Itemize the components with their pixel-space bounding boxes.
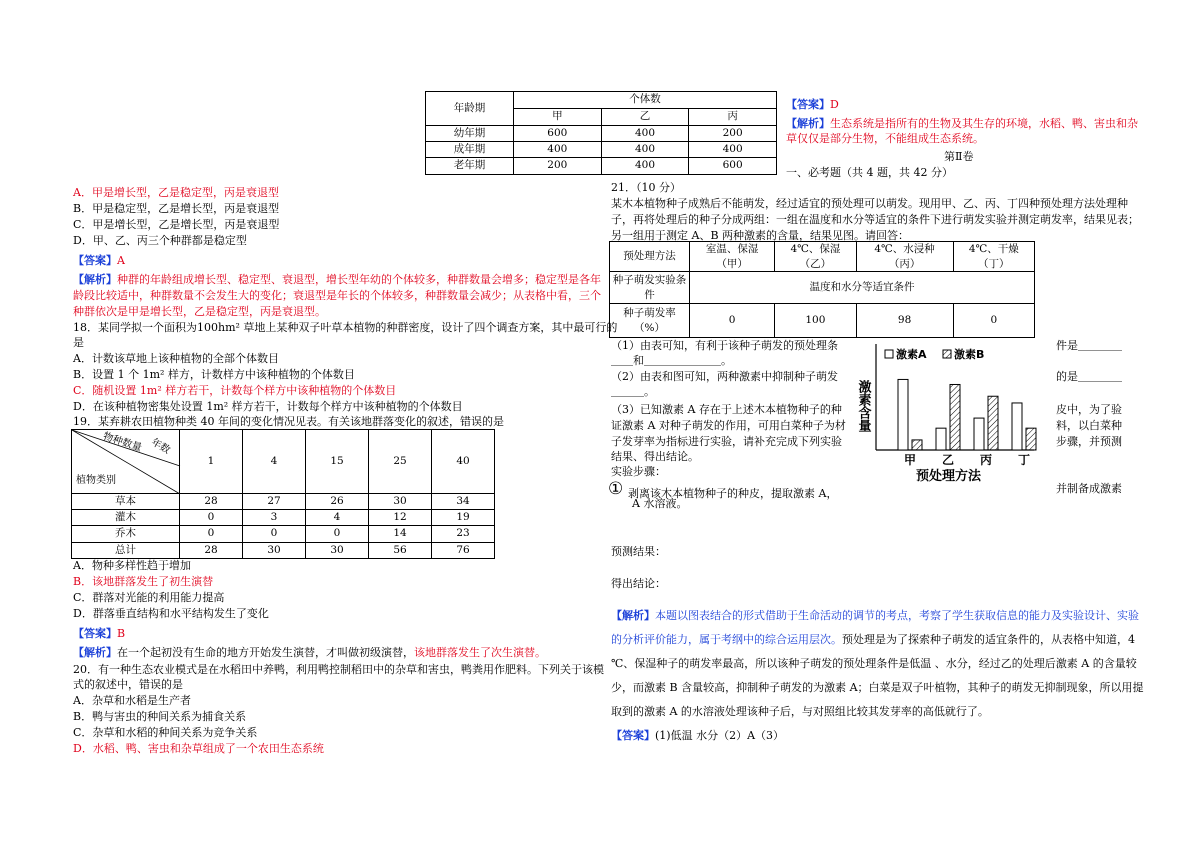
q17-row-label: 成年期 bbox=[426, 142, 514, 158]
q18-stem: 18．某同学拟一个面积为100hm² 草地上某种双子叶草本植物的种群密度，设计了四个调查方案，其中最可行的 bbox=[73, 321, 618, 334]
x-tick-label: 乙 bbox=[942, 453, 955, 467]
q21-rate: 0 bbox=[690, 304, 775, 338]
hormone-bar-chart bbox=[855, 338, 1038, 486]
q19-option-c: C．群落对光能的利用能力提高 bbox=[73, 591, 225, 604]
q21-intro: 另一组用于测定 A、B 两种激素的含量，结果见图。请回答： bbox=[611, 229, 910, 242]
q19-row-label: 总计 bbox=[72, 542, 180, 558]
q21-sub3: （3）已知激素 A 存在于上述木本植物种子的种 bbox=[611, 403, 842, 416]
q20-answer: 【答案】D bbox=[786, 98, 839, 111]
q17-age-table bbox=[425, 91, 777, 175]
q19-cell: 0 bbox=[180, 526, 243, 542]
q19-answer: 【答案】B bbox=[73, 627, 126, 640]
q17-header-age: 年龄期 bbox=[426, 92, 514, 126]
q21-sub3-right: 步骤，并预测 bbox=[1056, 435, 1122, 448]
q21-sub3: 证激素 A 对种子萌发的作用，可用白菜种子为材 bbox=[611, 419, 846, 432]
q19-cell: 76 bbox=[432, 542, 495, 558]
q18-option-c: C．随机设置 1m² 样方若干，计数每个样方中该种植物的个体数目 bbox=[73, 384, 397, 397]
q21-method: 4℃、水浸种 （丙） bbox=[856, 242, 953, 272]
chart-xlabel: 预处理方法 bbox=[916, 469, 982, 484]
q21-rate: 0 bbox=[953, 304, 1034, 338]
q19-cell: 12 bbox=[369, 510, 432, 526]
diag-label-top: 物种数量 bbox=[101, 431, 143, 454]
q21-sub3: 结果、得出结论。 bbox=[611, 450, 699, 463]
q19-option-a: A．物种多样性趋于增加 bbox=[73, 559, 191, 572]
q21-sub1-blank: ＿＿和＿＿＿＿＿＿＿。 bbox=[611, 354, 732, 367]
diag-label-corner: 年数 bbox=[148, 436, 172, 457]
q21-sub2-blank: ＿＿＿。 bbox=[611, 385, 655, 398]
bar-b-0 bbox=[912, 440, 922, 450]
q20-option-a: A．杂草和水稻是生产者 bbox=[73, 694, 191, 707]
legend-label-b: 激素B bbox=[954, 348, 985, 361]
q20-stem: 式的叙述中，错误的是 bbox=[73, 678, 183, 691]
part2-title: 第Ⅱ卷 bbox=[944, 150, 974, 163]
q21-analysis: 的分析评价能力，属于考纲中的综合运用层次。预处理是为了探索种子萌发的适宜条件的，从表格中知道，4 bbox=[611, 633, 1135, 646]
q17-group: 甲 bbox=[514, 109, 602, 126]
bar-a-3 bbox=[1012, 403, 1022, 450]
q21-analysis: 【解析】本题以图表结合的形式借助于生命活动的调节的考点，考察了学生获取信息的能力及实验设计、实验 bbox=[611, 609, 1139, 622]
q17-analysis-line: 种群依次是甲是增长型，乙是稳定型，丙是衰退型。 bbox=[73, 305, 326, 318]
q21-germination-table bbox=[609, 241, 1035, 338]
legend-swatch-a bbox=[885, 350, 893, 358]
q17-option-b: B．甲是稳定型，乙是增长型，丙是衰退型 bbox=[73, 202, 280, 215]
q21-row1-label: 预处理方法 bbox=[610, 242, 690, 272]
q19-cell: 27 bbox=[243, 494, 306, 510]
q19-cell: 0 bbox=[180, 510, 243, 526]
x-tick-label: 丁 bbox=[1018, 453, 1031, 467]
q17-cell: 400 bbox=[514, 142, 602, 158]
q21-sub3-right: 料，以白菜种 bbox=[1056, 419, 1122, 432]
q21-predict: 预测结果： bbox=[611, 545, 666, 558]
q18-stem: 是 bbox=[73, 336, 84, 349]
q21-step1-right: 并制备成激素 bbox=[1056, 482, 1122, 495]
legend-label-a: 激素A bbox=[896, 348, 927, 361]
q21-step1-cont: A 水溶液。 bbox=[632, 497, 688, 510]
q20-analysis: 草仅仅是部分生物，不能组成生态系统。 bbox=[786, 132, 984, 145]
q19-year: 25 bbox=[369, 430, 432, 494]
q20-option-b: B．鸭与害虫的种间关系为捕食关系 bbox=[73, 710, 247, 723]
q21-step1-number: ① bbox=[608, 479, 624, 499]
q21-rate: 100 bbox=[775, 304, 856, 338]
q21-step1: 剥离该木本植物种子的种皮，提取激素 A， bbox=[628, 487, 838, 500]
q19-option-b: B．该地群落发生了初生演替 bbox=[73, 575, 214, 588]
q17-cell: 600 bbox=[689, 158, 777, 174]
q21-analysis: 少，而激素 B 含量较高，抑制种子萌发的为激素 A；白菜是双子叶植物，其种子的萌发无抑制现象，所以用提 bbox=[611, 681, 1144, 694]
q17-row-label: 幼年期 bbox=[426, 126, 514, 142]
q19-cell: 30 bbox=[306, 542, 369, 558]
q17-analysis-line: 龄段比较适中，种群数量不会发生大的变化；衰退型是年长的个体较多，种群数量会减少；从表格中看，三个 bbox=[73, 289, 601, 302]
q19-diagonal-header bbox=[72, 430, 180, 494]
q21-sub3-right: 皮中，为了验 bbox=[1056, 403, 1122, 416]
q19-option-d: D．群落垂直结构和水平结构发生了变化 bbox=[73, 607, 269, 620]
q19-cell: 3 bbox=[243, 510, 306, 526]
q21-method: 4℃、干燥 （丁） bbox=[953, 242, 1034, 272]
q17-cell: 200 bbox=[514, 158, 602, 174]
q17-option-d: D．甲、乙、丙三个种群都是稳定型 bbox=[73, 234, 247, 247]
q19-cell: 0 bbox=[306, 526, 369, 542]
q17-answer: 【答案】A bbox=[73, 254, 125, 267]
q19-cell: 23 bbox=[432, 526, 495, 542]
q21-sub1-end: 件是＿＿＿＿ bbox=[1056, 339, 1122, 352]
q18-option-a: A．计数该草地上该种植物的全部个体数目 bbox=[73, 352, 279, 365]
x-tick-label: 甲 bbox=[904, 453, 917, 467]
q21-method: 室温、保湿 （甲） bbox=[690, 242, 775, 272]
q21-row3-label: 种子萌发率 （%） bbox=[610, 304, 690, 338]
q17-analysis-line: 【解析】种群的年龄组成增长型、稳定型、衰退型，增长型年幼的个体较多，种群数量会增多；稳定型是各年 bbox=[73, 273, 601, 286]
q17-cell: 400 bbox=[601, 126, 689, 142]
q17-cell: 400 bbox=[601, 142, 689, 158]
q19-succession-table bbox=[71, 429, 495, 559]
bar-a-2 bbox=[974, 418, 984, 450]
q21-sub2: （2）由表和图可知，两种激素中抑制种子萌发 bbox=[611, 370, 838, 383]
q17-cell: 600 bbox=[514, 126, 602, 142]
bar-b-1 bbox=[950, 384, 960, 450]
q19-analysis: 【解析】在一个起初没有生命的地方开始发生演替，才叫做初级演替，该地群落发生了次生演替。 bbox=[73, 646, 546, 659]
q21-sub3: 子发芽率为指标进行实验，请补充完成下列实验 bbox=[611, 435, 842, 448]
bar-a-0 bbox=[898, 379, 908, 450]
q17-cell: 400 bbox=[601, 158, 689, 174]
q20-analysis: 【解析】生态系统是指所有的生物及其生存的环境，水稻、鸭、害虫和杂 bbox=[786, 117, 1138, 130]
q19-year: 40 bbox=[432, 430, 495, 494]
chart-ylabel: 激素含量 bbox=[855, 380, 871, 432]
q19-year: 1 bbox=[180, 430, 243, 494]
q17-header-count: 个体数 bbox=[514, 92, 777, 109]
q19-year: 15 bbox=[306, 430, 369, 494]
q19-cell: 34 bbox=[432, 494, 495, 510]
q19-row-label: 灌木 bbox=[72, 510, 180, 526]
q17-group: 丙 bbox=[689, 109, 777, 126]
q21-sub1: （1）由表可知，有利于该种子萌发的预处理条 bbox=[611, 339, 838, 352]
legend-swatch-b bbox=[943, 350, 951, 358]
q21-steps-title: 实验步骤： bbox=[611, 465, 666, 478]
q19-cell: 0 bbox=[243, 526, 306, 542]
q19-cell: 28 bbox=[180, 494, 243, 510]
q21-method: 4℃、保湿 （乙） bbox=[775, 242, 856, 272]
q17-group: 乙 bbox=[601, 109, 689, 126]
q18-option-d: D．在该种植物密集处设置 1m² 样方若干，计数每个样方中该种植物的个体数目 bbox=[73, 400, 463, 413]
part2-section: 一、必考题（共 4 题，共 42 分） bbox=[786, 166, 953, 179]
q17-option-a: A．甲是增长型，乙是稳定型，丙是衰退型 bbox=[73, 186, 279, 199]
q19-cell: 26 bbox=[306, 494, 369, 510]
q17-row-label: 老年期 bbox=[426, 158, 514, 174]
q19-cell: 56 bbox=[369, 542, 432, 558]
q19-row-label: 乔木 bbox=[72, 526, 180, 542]
q21-row2-value: 温度和水分等适宜条件 bbox=[690, 272, 1035, 304]
q21-row2-label: 种子萌发实验条 件 bbox=[610, 272, 690, 304]
q19-stem: 19．某弃耕农田植物种类 40 年间的变化情况见表。有关该地群落变化的叙述，错误的是 bbox=[73, 415, 504, 428]
q19-cell: 30 bbox=[243, 542, 306, 558]
q20-option-d: D．水稻、鸭、害虫和杂草组成了一个农田生态系统 bbox=[73, 742, 324, 755]
q17-option-c: C．甲是增长型，乙是增长型，丙是衰退型 bbox=[73, 218, 280, 231]
q19-cell: 30 bbox=[369, 494, 432, 510]
q21-analysis: 取到的激素 A 的水溶液处理该种子后，与对照组比较其发芽率的高低就行了。 bbox=[611, 705, 989, 718]
q20-option-c: C．杂草和水稻的种间关系为竞争关系 bbox=[73, 726, 258, 739]
q19-cell: 28 bbox=[180, 542, 243, 558]
x-tick-label: 丙 bbox=[980, 453, 993, 467]
q19-year: 4 bbox=[243, 430, 306, 494]
q21-intro: 某木本植物种子成熟后不能萌发，经过适宜的预处理可以萌发。现用甲、乙、丙、丁四种预处理方法处理种 bbox=[611, 197, 1128, 210]
q19-cell: 4 bbox=[306, 510, 369, 526]
q19-cell: 14 bbox=[369, 526, 432, 542]
q17-cell: 200 bbox=[689, 126, 777, 142]
q21-number: 21．（10 分） bbox=[611, 181, 681, 194]
q20-stem: 20．有一种生态农业模式是在水稻田中养鸭，利用鸭控制稻田中的杂草和害虫，鸭粪用作肥料。下列关于该模 bbox=[73, 663, 604, 676]
q21-rate: 98 bbox=[856, 304, 953, 338]
bar-a-1 bbox=[936, 428, 946, 450]
bar-b-2 bbox=[988, 396, 998, 450]
q21-conclusion: 得出结论： bbox=[611, 577, 666, 590]
q17-cell: 400 bbox=[689, 142, 777, 158]
q19-cell: 19 bbox=[432, 510, 495, 526]
q21-answer: 【答案】(1)低温 水分（2）A（3） bbox=[611, 729, 785, 742]
q21-analysis: ℃、保湿种子的萌发率最高，所以该种子萌发的预处理条件是低温 、水分，经过乙的处理后激素 A 的含量较 bbox=[611, 657, 1137, 670]
q21-sub2-end: 的是＿＿＿＿ bbox=[1056, 370, 1122, 383]
diag-label-bottom: 植物类别 bbox=[76, 475, 116, 486]
bar-b-3 bbox=[1026, 428, 1036, 450]
q18-option-b: B．设置 1 个 1m² 样方，计数样方中该种植物的个体数目 bbox=[73, 368, 355, 381]
q21-intro: 子，再将处理后的种子分成两组：一组在温度和水分等适宜的条件下进行萌发实验并测定萌发率，结果见表； bbox=[611, 213, 1139, 226]
q19-row-label: 草本 bbox=[72, 494, 180, 510]
